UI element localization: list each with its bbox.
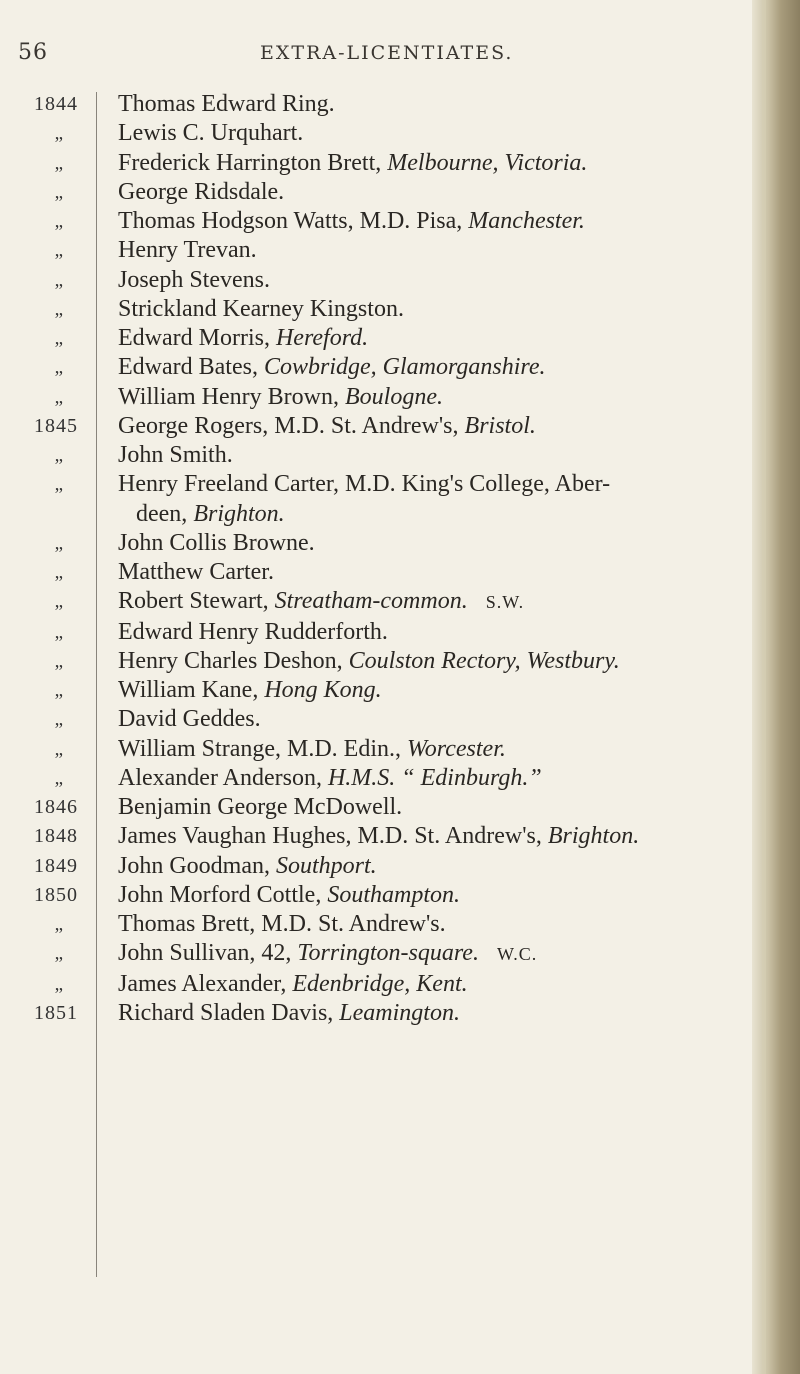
list-item — [0, 618, 760, 647]
entry-year: „ — [54, 445, 64, 466]
list-item — [0, 970, 760, 999]
entry-year: 1850 — [34, 883, 78, 906]
entry-place: Coulston Rectory, Westbury. — [348, 647, 620, 674]
entry-name: William Strange, M.D. Edin., — [118, 735, 401, 762]
entry-name: David Geddes. — [118, 706, 261, 733]
list-item — [0, 207, 760, 236]
entry-text — [78, 207, 760, 236]
entry-text — [78, 324, 760, 353]
entry-text — [78, 618, 760, 647]
entry-place: Streatham-common. — [274, 588, 468, 615]
entry-name: Robert Stewart, — [118, 588, 269, 615]
entry-place: Southport. — [276, 852, 377, 879]
list-item — [0, 178, 760, 207]
entry-place: Boulogne. — [345, 383, 443, 410]
entry-name: Strickland Kearney Kingston. — [118, 295, 404, 322]
entry-place: Southampton. — [327, 881, 460, 908]
entry-year: „ — [54, 943, 64, 965]
entry-text — [78, 383, 760, 412]
entry-place: Melbourne, Victoria. — [387, 149, 588, 176]
list-item — [0, 647, 760, 676]
list-item — [0, 266, 760, 295]
entry-year: 1846 — [34, 796, 78, 818]
entry-name: John Morford Cottle, — [118, 881, 322, 908]
entry-name: John Collis Browne. — [118, 529, 315, 556]
entry-name: Henry Trevan. — [118, 237, 257, 264]
list-item — [0, 764, 760, 793]
entry-year: 1848 — [34, 825, 78, 848]
entry-place: Torrington-square. — [297, 940, 479, 967]
entry-name: John Sullivan, 42, — [118, 940, 292, 967]
entry-year: „ — [54, 738, 64, 760]
list-item — [0, 90, 760, 119]
page-header — [0, 40, 752, 80]
entry-place: Brighton. — [547, 823, 640, 850]
entry-name: deen, — [136, 500, 188, 527]
entry-text — [78, 500, 760, 529]
entry-text — [78, 764, 760, 793]
list-item — [0, 999, 760, 1028]
list-item — [0, 383, 760, 412]
entry-name: Benjamin George McDowell. — [118, 794, 403, 820]
entry-name: John Smith. — [118, 442, 233, 468]
list-item — [0, 441, 760, 470]
list-item — [0, 236, 760, 265]
entry-place: Manchester. — [468, 208, 585, 234]
entry-text — [78, 353, 760, 382]
entry-place: Cowbridge, Glamorganshire. — [263, 354, 546, 381]
entry-year: „ — [54, 562, 64, 583]
entry-year: „ — [54, 211, 64, 232]
entry-text — [78, 881, 760, 910]
list-item — [0, 295, 760, 324]
entry-text — [78, 412, 760, 441]
entry-postal-district: W.C. — [496, 944, 538, 965]
entry-text — [78, 852, 760, 881]
entry-name: Matthew Carter. — [118, 559, 274, 585]
entry-year: „ — [54, 123, 64, 145]
entry-year: „ — [54, 269, 64, 291]
entry-name: Lewis C. Urquhart. — [118, 120, 304, 147]
entry-name: Edward Morris, — [118, 325, 270, 351]
list-item — [0, 119, 760, 148]
entry-text — [78, 735, 760, 764]
entry-year: „ — [54, 914, 64, 935]
entry-text — [78, 470, 760, 499]
entry-year: 1851 — [34, 1001, 78, 1024]
entry-name: Henry Charles Deshon, — [118, 647, 343, 674]
entry-text — [78, 441, 760, 470]
entry-year: „ — [54, 181, 64, 203]
entry-name: George Rogers, M.D. St. Andrew's, — [118, 412, 459, 439]
list-item — [0, 852, 760, 881]
entry-year: „ — [54, 532, 64, 554]
list-item — [0, 939, 760, 969]
entry-postal-district: S.W. — [485, 592, 525, 613]
entry-place: Worcester. — [407, 735, 506, 762]
entry-name: John Goodman, — [118, 852, 270, 879]
entry-text — [78, 119, 760, 148]
list-item — [0, 881, 760, 910]
entry-name: William Kane, — [118, 677, 259, 703]
list-item — [0, 793, 760, 822]
entry-text — [78, 676, 760, 705]
entry-text — [78, 149, 760, 178]
entry-year: „ — [54, 386, 64, 408]
list-item — [0, 735, 760, 764]
entry-year: „ — [54, 621, 64, 643]
entry-place: Leamington. — [339, 999, 460, 1026]
entry-text — [78, 90, 760, 119]
entry-name: Thomas Edward Ring. — [118, 91, 335, 117]
running-title: EXTRA-LICENTIATES. — [260, 42, 514, 64]
entry-year: „ — [54, 767, 64, 789]
entry-text — [78, 236, 760, 265]
entry-year: „ — [54, 152, 64, 174]
list-item — [0, 676, 760, 705]
entry-year: 1849 — [34, 854, 78, 877]
list-item — [0, 587, 760, 617]
entry-name: James Vaughan Hughes, M.D. St. Andrew's, — [118, 823, 542, 850]
entry-name: Thomas Brett, M.D. St. Andrew's. — [118, 911, 446, 937]
entry-year: „ — [54, 591, 64, 613]
list-item — [0, 149, 760, 178]
entry-year: „ — [54, 328, 64, 349]
entry-year: 1845 — [34, 414, 78, 437]
entry-year: „ — [54, 973, 64, 995]
entry-year: „ — [54, 680, 64, 701]
entry-year: „ — [54, 357, 64, 379]
list-item — [0, 558, 760, 587]
list-item — [0, 529, 760, 558]
licentiate-list — [0, 90, 760, 1028]
entry-name: Joseph Stevens. — [118, 266, 270, 293]
list-item — [0, 353, 760, 382]
entry-name: Edward Henry Rudderforth. — [118, 618, 388, 645]
entry-text — [78, 939, 760, 969]
list-item — [0, 822, 760, 851]
entry-text — [78, 910, 760, 939]
entry-year: „ — [54, 474, 64, 496]
entry-text — [78, 295, 760, 324]
entry-place: Brighton. — [193, 500, 285, 527]
entry-text — [78, 587, 760, 617]
entry-text — [78, 970, 760, 999]
entry-year: „ — [54, 298, 64, 320]
entry-name: George Ridsdale. — [118, 178, 285, 205]
entry-text — [78, 999, 760, 1028]
entry-year: „ — [54, 240, 64, 262]
list-item — [0, 324, 760, 353]
list-item — [0, 500, 760, 529]
entry-place: H.M.S. “ Edinburgh.” — [327, 764, 542, 791]
entry-year: „ — [54, 709, 64, 731]
entry-year: „ — [54, 650, 64, 672]
entry-name: Henry Freeland Carter, M.D. King's College, Aber- — [118, 471, 611, 498]
entry-text — [78, 558, 760, 587]
entry-name: Richard Sladen Davis, — [118, 999, 334, 1026]
entry-place: Edenbridge, Kent. — [292, 970, 468, 997]
entry-name: Alexander Anderson, — [118, 764, 322, 791]
entry-name: William Henry Brown, — [118, 383, 339, 410]
page-number: 56 — [18, 40, 48, 65]
entry-name: Frederick Harrington Brett, — [118, 149, 382, 176]
list-item — [0, 705, 760, 734]
list-item — [0, 910, 760, 939]
entry-year: 1844 — [34, 93, 78, 115]
entry-text — [78, 705, 760, 734]
entry-name: Edward Bates, — [118, 354, 258, 381]
entry-text — [78, 822, 760, 851]
entry-text — [78, 793, 760, 822]
entry-place: Hereford. — [275, 325, 369, 351]
entry-text — [78, 266, 760, 295]
entry-place: Hong Kong. — [264, 677, 382, 703]
list-item — [0, 470, 760, 499]
entry-name: Thomas Hodgson Watts, M.D. Pisa, — [118, 208, 463, 234]
list-item — [0, 412, 760, 441]
entry-text — [78, 178, 760, 207]
entry-place: Bristol. — [464, 412, 536, 439]
entry-text — [78, 529, 760, 558]
entry-text — [78, 647, 760, 676]
entry-name: James Alexander, — [118, 970, 287, 997]
